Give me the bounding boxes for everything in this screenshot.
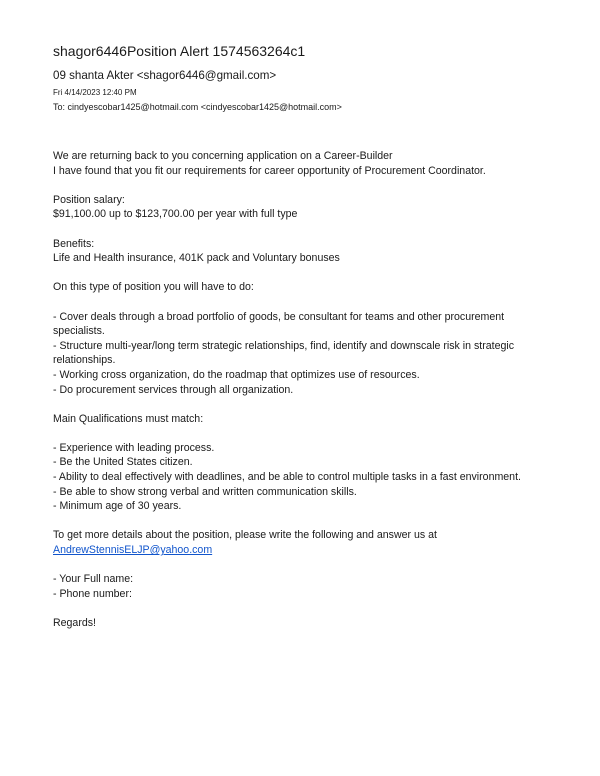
spacer (53, 558, 553, 573)
qualification-item: - Minimum age of 30 years. (53, 500, 182, 513)
duty-item: - Structure multi-year/long term strategic relationships, find, identify and downscale risk in strategic relationships. (53, 339, 515, 367)
qualification-item: - Be the United States citizen. (53, 456, 193, 469)
qualification-item: - Ability to deal effectively with deadlines, and be able to control multiple tasks in a fast environment. (53, 471, 521, 484)
details-text: To get more details about the position, please write the following and answer us at (53, 529, 437, 542)
spacer (53, 295, 553, 310)
intro-line: We are returning back to you concerning application on a Career-Builder (53, 150, 393, 162)
spacer (53, 601, 553, 616)
spacer (53, 426, 553, 441)
qualification-item: - Be able to show strong verbal and written communication skills. (53, 485, 357, 498)
closing: Regards! (53, 617, 96, 629)
duty-item: - Do procurement services through all organization. (53, 383, 294, 396)
contact-line (53, 543, 553, 558)
email-date: Fri 4/14/2023 12:40 PM (53, 88, 137, 97)
benefits-label: Benefits: (53, 237, 95, 250)
duty-item: - Cover deals through a broad portfolio of goods, be consultant for teams and other procurement specialists. (53, 310, 505, 338)
email-recipient: To: cindyescobar1425@hotmail.com <cindyescobar1425@hotmail.com> (53, 102, 342, 112)
spacer (53, 222, 553, 237)
contact-email-link[interactable]: AndrewStennisELJP@yahoo.com (53, 544, 213, 557)
spacer (53, 514, 553, 529)
request-field: - Phone number: (53, 587, 132, 600)
duties-heading: On this type of position you will have to do: (53, 281, 254, 294)
benefits-value: Life and Health insurance, 401K pack and Voluntary bonuses (53, 252, 340, 265)
email-body (53, 149, 553, 631)
spacer (53, 266, 553, 281)
qualification-item: - Experience with leading process. (53, 441, 215, 454)
salary-value: $91,100.00 up to $123,700.00 per year with full type (53, 208, 298, 221)
request-field: - Your Full name: (53, 573, 134, 586)
email-sender: 09 shanta Akter <shagor6446@gmail.com> (53, 69, 277, 82)
duty-item: - Working cross organization, do the roadmap that optimizes use of resources. (53, 368, 420, 381)
spacer (53, 397, 553, 412)
spacer (53, 178, 553, 193)
intro-line: I have found that you fit our requirements for career opportunity of Procurement Coordinator. (53, 164, 486, 177)
qualifications-heading: Main Qualifications must match: (53, 412, 204, 425)
email-subject: shagor6446Position Alert 1574563264c1 (53, 43, 306, 59)
salary-label: Position salary: (53, 193, 125, 206)
